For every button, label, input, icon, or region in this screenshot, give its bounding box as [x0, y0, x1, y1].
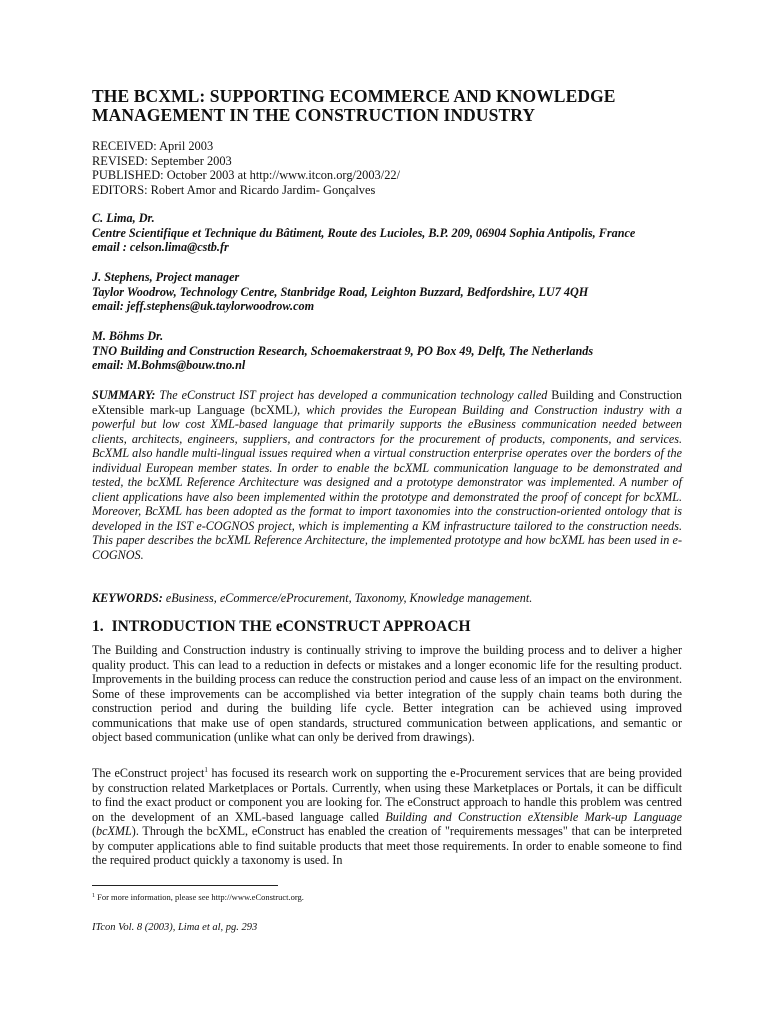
para2-text-c: (: [92, 824, 97, 839]
para2-text-d: ). Through the bcXML, eConstruct has enabled the creation of "requirements messages" that can be interpreted by computer applications able to find suitable products that meet those requirements. In order to enable someone to find the required product quickly a taxonomy is used. In: [92, 824, 682, 868]
section-heading-1: [92, 618, 682, 636]
author-name: M. Böhms Dr.: [92, 329, 164, 343]
author-affiliation: TNO Building and Construction Research, Schoemakerstraat 9, PO Box 49, Delft, The Netherlands: [92, 343, 594, 358]
author-block-3: [92, 329, 682, 373]
title-line-2: MANAGEMENT IN THE CONSTRUCTION INDUSTRY: [92, 105, 536, 125]
footnote-mark: 1: [92, 893, 95, 899]
summary-text-2: ), which provides the European Building and Construction industry with a powerful but low cost XML-based language that primarily supports the eBusiness communication needed between clients, architects, engineers, suppliers, and contractors for the procurement of products, components, and services. BcXML also handle multi-lingual issues required when a virtual construction enterprise operates over the borders of the individual European member states. In order to enable the bcXML communication language to be demonstrated and tested, the bcXML Reference Architecture was designed and a prototype demonstrator was implemented. A number of client applications have also been implemented within the prototype and demonstrated the proof of concept for bcXML. Moreover, BcXML has been adopted as the format to import taxonomies into the construction-oriented ontology that is developed in the IST e-COGNOS project, which is implementing a KM infrastructure tailored to the construction needs. This paper describes the bcXML Reference Architecture, the implemented prototype and how bcXML has been used in e-COGNOS.: [92, 402, 682, 563]
author-email: email : celson.lima@cstb.fr: [92, 240, 229, 254]
page-footer: ITcon Vol. 8 (2003), Lima et al, pg. 293: [92, 922, 258, 933]
keywords-text: eBusiness, eCommerce/eProcurement, Taxonomy, Knowledge management.: [162, 591, 533, 605]
received-date: RECEIVED: April 2003: [92, 139, 214, 153]
author-name: C. Lima, Dr.: [92, 211, 155, 225]
author-block-1: [92, 211, 682, 255]
editors: EDITORS: Robert Amor and Ricardo Jardim- Gonçalves: [92, 182, 376, 197]
keywords: [92, 591, 682, 606]
summary-text-1: The eConstruct IST project has developed a communication technology called: [155, 388, 552, 402]
section-number: 1.: [92, 618, 104, 635]
paper-title: [92, 87, 682, 125]
author-block-2: [92, 270, 682, 314]
author-email: email: jeff.stephens@uk.taylorwoodrow.com: [92, 299, 315, 313]
published-info: PUBLISHED: October 2003 at http://www.itcon.org/2003/22/: [92, 168, 401, 182]
para2-text-b: has focused its research work on supporting the e-Procurement services that are being provided by construction related Marketplaces or Portals. Currently, when using these Marketplaces or Portals, it can be difficult to find the exact product or component you are looking for. The eConstruct approach to handle this problem was centred on the development of an XML-based language called: [92, 766, 682, 824]
para2-emphasis-1: Building and Construction eXtensible Mark-up Language: [385, 809, 683, 824]
footnote-reference[interactable]: 1: [204, 766, 208, 774]
footnote-divider: [92, 885, 278, 886]
footnote: [92, 892, 682, 903]
body-paragraph-1: The Building and Construction industry is continually striving to improve the building process and to deliver a higher quality product. This can lead to a reduction in defects or mistakes and a longer economic life for the resulting product. Improvements in the building process can reduce the construction period and cause less of an impact on the environment. Some of these improvements can be accomplished via better integration of the supply chain teams both during the construction period and during the building life cycle. Better integration can be achieved using improved communications that make use of open standards, structured communication between applications, and semantic or object based communication (unlike what can only be derived from drawings).: [92, 643, 682, 745]
para2-emphasis-2: bcXML: [96, 824, 132, 839]
publication-metadata: [92, 139, 682, 197]
author-affiliation: Centre Scientifique et Technique du Bâtiment, Route des Lucioles, B.P. 209, 06904 Sophia Antipolis, France: [92, 225, 636, 240]
keywords-label: KEYWORDS:: [92, 591, 163, 605]
para2-text-a: The eConstruct project: [92, 766, 205, 780]
revised-date: REVISED: September 2003: [92, 153, 232, 168]
summary-upright-text: Building and Construction eXtensible mark-up Language (bcXML: [92, 388, 683, 417]
author-name: J. Stephens, Project manager: [92, 270, 240, 284]
body-paragraph-2: [92, 766, 682, 868]
footnote-text: For more information, please see http://www.eConstruct.org.: [95, 892, 304, 902]
author-affiliation: Taylor Woodrow, Technology Centre, Stanbridge Road, Leighton Buzzard, Bedfordshire, LU7 4QH: [92, 284, 589, 299]
summary-abstract: [92, 388, 682, 563]
summary-label: SUMMARY:: [92, 388, 156, 402]
author-email: email: M.Bohms@bouw.tno.nl: [92, 358, 246, 372]
title-line-1: THE BCXML: SUPPORTING ECOMMERCE AND KNOWLEDGE: [92, 86, 616, 106]
section-title: INTRODUCTION THE eCONSTRUCT APPROACH: [111, 618, 471, 635]
